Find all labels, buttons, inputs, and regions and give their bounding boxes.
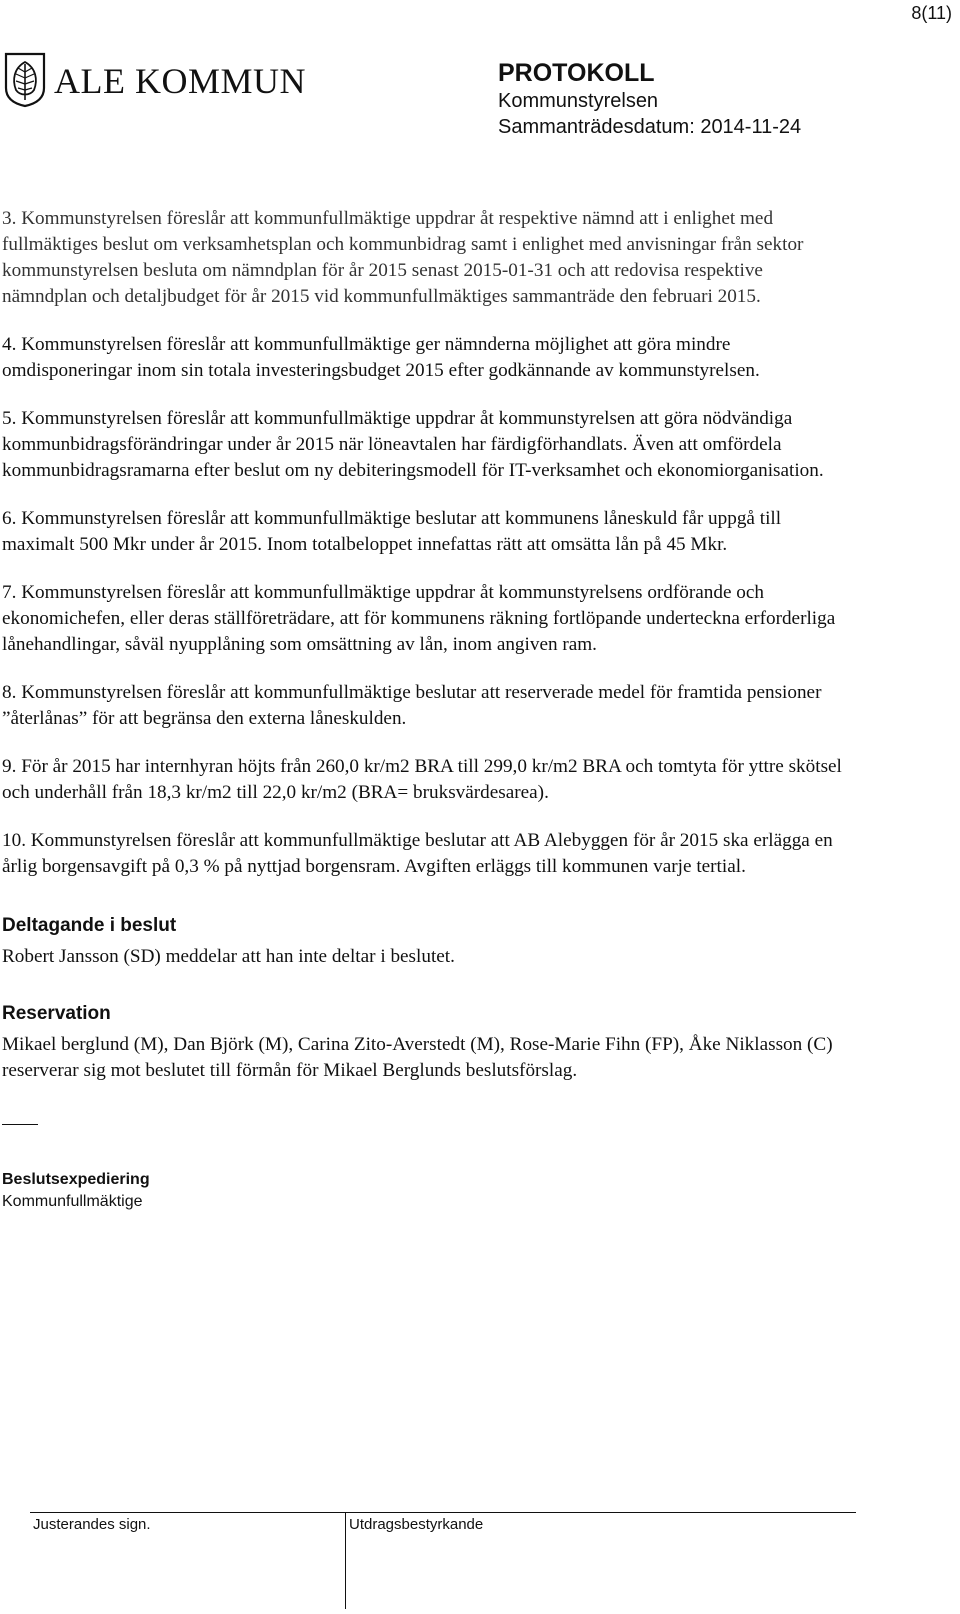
- paragraph-9: 9. För år 2015 har internhyran höjts från 260,0 kr/m2 BRA till 299,0 kr/m2 BRA och tomtyta för yttre skötsel och underhåll från 18,3 kr/m2 till 22,0 kr/m2 (BRA= bruksvärdesarea).: [2, 756, 842, 803]
- document-header: [498, 58, 801, 140]
- paragraph-6: 6. Kommunstyrelsen föreslår att kommunfullmäktige beslutar att kommunens låneskuld får uppgå till maximalt 500 Mkr under år 2015. Inom totalbeloppet innefattas rätt att omsätta lån på 45 Mkr.: [2, 508, 782, 555]
- org-name: ALE KOMMUN: [54, 61, 306, 101]
- expediering-item: Kommunfullmäktige: [2, 1193, 143, 1210]
- leaf-emblem-icon: [2, 50, 48, 108]
- paragraph-7: 7. Kommunstyrelsen föreslår att kommunfullmäktige uppdrar åt kommunstyrelsens ordförande och ekonomichefen, eller deras ställföreträdare, att för kommunens räkning fortlöpande underteckna erforderliga lånehandlingar, såväl nyupplåning som omsättning av lån, inom angiven ram.: [2, 582, 836, 655]
- document-body: [2, 206, 852, 1213]
- paragraph-5: 5. Kommunstyrelsen föreslår att kommunfullmäktige uppdrar åt kommunstyrelsen att göra nödvändiga kommunbidragsförändringar under år 2015 när löneavtalen har färdigförhandlats. Även att omfördela kommunbidragsramarna efter beslut om ny debiteringsmodell för IT-verksamhet och ekonomiorganisation.: [2, 408, 824, 481]
- paragraph-4: 4. Kommunstyrelsen föreslår att kommunfullmäktige ger nämnderna möjlighet att göra mindre omdisponeringar inom sin totala investeringsbudget 2015 efter godkännande av kommunstyrelsen.: [2, 334, 760, 381]
- doc-body: Kommunstyrelsen: [498, 90, 659, 112]
- separator-line: [2, 1124, 38, 1125]
- paragraph-8: 8. Kommunstyrelsen föreslår att kommunfullmäktige beslutar att reserverade medel för framtida pensioner ”återlånas” för att begränsa den externa låneskulden.: [2, 682, 822, 729]
- meeting-date: Sammanträdesdatum: 2014-11-24: [498, 116, 802, 138]
- deltagande-text: Robert Jansson (SD) meddelar att han inte deltar i beslutet.: [2, 946, 455, 967]
- justerandes-label: Justerandes sign.: [33, 1516, 151, 1533]
- utdrag-box: [346, 1513, 846, 1609]
- utdrag-label: Utdragsbestyrkande: [349, 1516, 484, 1533]
- page-number: 8(11): [911, 3, 952, 23]
- paragraph-10: 10. Kommunstyrelsen föreslår att kommunfullmäktige beslutar att AB Alebyggen för år 2015 ska erlägga en årlig borgensavgift på 0,3 % på nyttjad borgensram. Avgiften erläggs till kommunen varje tertial.: [2, 830, 833, 877]
- signature-footer: [30, 1512, 856, 1613]
- paragraph-3: 3. Kommunstyrelsen föreslår att kommunfullmäktige uppdrar åt respektive nämnd att i enlighet med fullmäktiges beslut om verksamhetsplan och kommunbidrag samt i enlighet med anvisningar från sektor kommunstyrelsen besluta om nämndplan för år 2015 senast 2015-01-31 och att redovisa respektive nämndplan och detaljbudget för år 2015 vid kommunfullmäktiges sammanträde den februari 2015.: [2, 208, 804, 307]
- deltagande-heading: Deltagande i beslut: [2, 915, 177, 936]
- justerandes-sign-box: [30, 1513, 346, 1609]
- org-logo: [2, 50, 306, 108]
- doc-type: PROTOKOLL: [498, 59, 655, 87]
- reservation-heading: Reservation: [2, 1003, 111, 1024]
- expediering-heading: Beslutsexpediering: [2, 1171, 150, 1188]
- reservation-text: Mikael berglund (M), Dan Björk (M), Carina Zito-Averstedt (M), Rose-Marie Fihn (FP), Åke Niklasson (C) reserverar sig mot beslutet till förmån för Mikael Berglunds beslutsförslag.: [2, 1034, 833, 1081]
